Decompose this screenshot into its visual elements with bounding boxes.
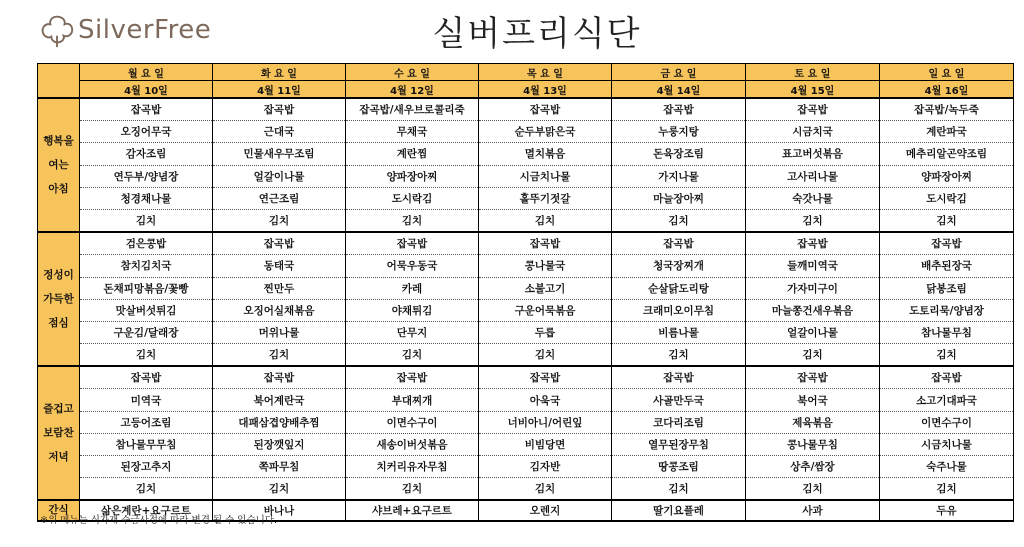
menu-cell: 김치 xyxy=(746,344,880,367)
meal-label xyxy=(38,98,80,232)
menu-cell: 잡곡밥 xyxy=(612,98,746,121)
page-title: 실버프리식단 xyxy=(432,14,642,54)
menu-cell: 얼갈이나물 xyxy=(213,165,346,187)
table-row xyxy=(38,255,1014,277)
menu-cell: 오징어무국 xyxy=(80,121,213,143)
menu-cell: 얼갈이나물 xyxy=(746,321,880,343)
menu-cell: 김치 xyxy=(346,344,479,367)
table-row xyxy=(38,98,1014,121)
menu-cell: 검은콩밥 xyxy=(80,232,213,255)
menu-cell: 김치 xyxy=(612,344,746,367)
menu-cell: 김치 xyxy=(612,478,746,501)
snack-cell: 삶은계란+요구르트 xyxy=(80,500,213,521)
menu-cell: 김치 xyxy=(346,209,479,232)
table-row xyxy=(38,165,1014,187)
menu-cell: 표고버섯볶음 xyxy=(746,143,880,165)
day-header: 화 요 일 xyxy=(213,64,346,81)
logo-text: SilverFree xyxy=(78,15,212,45)
menu-cell: 잡곡밥 xyxy=(346,232,479,255)
menu-cell: 김치 xyxy=(213,344,346,367)
menu-cell: 돈채피망볶음/꽃빵 xyxy=(80,277,213,299)
menu-cell: 닭봉조림 xyxy=(880,277,1014,299)
menu-cell: 근대국 xyxy=(213,121,346,143)
meal-table xyxy=(37,63,1014,522)
menu-cell: 잡곡밥/녹두죽 xyxy=(880,98,1014,121)
menu-cell: 잡곡밥 xyxy=(880,366,1014,389)
menu-cell: 된장고추지 xyxy=(80,456,213,478)
table-row xyxy=(38,299,1014,321)
menu-cell: 청국장찌개 xyxy=(612,255,746,277)
menu-cell: 코다리조림 xyxy=(612,411,746,433)
meal-label-line: 정성이 xyxy=(43,269,74,282)
menu-cell: 숙갓나물 xyxy=(746,187,880,209)
table-row xyxy=(38,366,1014,389)
menu-cell: 시금치나물 xyxy=(479,165,612,187)
menu-cell: 잡곡밥 xyxy=(746,98,880,121)
menu-cell: 김치 xyxy=(346,478,479,501)
menu-cell: 사골만두국 xyxy=(612,389,746,411)
menu-cell: 동태국 xyxy=(213,255,346,277)
meal-label-line: 여는 xyxy=(48,159,69,172)
menu-cell: 새송이버섯볶음 xyxy=(346,433,479,455)
menu-cell: 잡곡밥/새우브로콜리죽 xyxy=(346,98,479,121)
menu-cell: 대패삼겹양배추찜 xyxy=(213,411,346,433)
menu-cell: 크래미오이무침 xyxy=(612,299,746,321)
menu-cell: 카레 xyxy=(346,277,479,299)
table-row xyxy=(38,478,1014,501)
snack-cell: 바나나 xyxy=(213,500,346,521)
menu-cell: 참나물무침 xyxy=(880,321,1014,343)
table-row xyxy=(38,277,1014,299)
menu-cell: 민물새우무조림 xyxy=(213,143,346,165)
menu-cell: 야채튀김 xyxy=(346,299,479,321)
menu-cell: 청경채나물 xyxy=(80,187,213,209)
menu-cell: 김치 xyxy=(80,209,213,232)
meal-label-line: 아침 xyxy=(48,183,69,196)
menu-cell: 김치 xyxy=(746,209,880,232)
menu-cell: 누룽지탕 xyxy=(612,121,746,143)
menu-cell: 콩나물무침 xyxy=(746,433,880,455)
snack-cell: 두유 xyxy=(880,500,1014,521)
menu-cell: 도시락김 xyxy=(880,187,1014,209)
table-row xyxy=(38,411,1014,433)
table-row xyxy=(38,456,1014,478)
day-header: 일 요 일 xyxy=(880,64,1014,81)
menu-cell: 배추된장국 xyxy=(880,255,1014,277)
menu-cell: 잡곡밥 xyxy=(612,366,746,389)
menu-cell: 부대찌개 xyxy=(346,389,479,411)
menu-cell: 마늘장아찌 xyxy=(612,187,746,209)
menu-cell: 양파장아찌 xyxy=(346,165,479,187)
menu-cell: 들깨미역국 xyxy=(746,255,880,277)
menu-cell: 된장깻잎지 xyxy=(213,433,346,455)
menu-cell: 가자미구이 xyxy=(746,277,880,299)
menu-cell: 북어계란국 xyxy=(213,389,346,411)
menu-cell: 김치 xyxy=(612,209,746,232)
menu-cell: 양파장아찌 xyxy=(880,165,1014,187)
meal-label-line: 점심 xyxy=(48,317,69,330)
menu-cell: 두릅 xyxy=(479,321,612,343)
menu-cell: 가지나물 xyxy=(612,165,746,187)
menu-cell: 오징어실채볶음 xyxy=(213,299,346,321)
menu-cell: 김치 xyxy=(479,478,612,501)
menu-cell: 순두부맑은국 xyxy=(479,121,612,143)
menu-cell: 구운어묵볶음 xyxy=(479,299,612,321)
menu-cell: 김치 xyxy=(80,478,213,501)
menu-cell: 찐만두 xyxy=(213,277,346,299)
menu-cell: 순살닭도리탕 xyxy=(612,277,746,299)
menu-cell: 도시락김 xyxy=(346,187,479,209)
date-header: 4월 11일 xyxy=(213,81,346,99)
menu-cell: 머위나물 xyxy=(213,321,346,343)
menu-cell: 어묵우동국 xyxy=(346,255,479,277)
table-row xyxy=(38,433,1014,455)
menu-cell: 맛살버섯튀김 xyxy=(80,299,213,321)
menu-cell: 감자조림 xyxy=(80,143,213,165)
table-row xyxy=(38,389,1014,411)
day-header: 월 요 일 xyxy=(80,64,213,81)
menu-cell: 잡곡밥 xyxy=(80,366,213,389)
menu-cell: 북어국 xyxy=(746,389,880,411)
menu-cell: 아욱국 xyxy=(479,389,612,411)
menu-cell: 계란찜 xyxy=(346,143,479,165)
snack-cell: 오렌지 xyxy=(479,500,612,521)
menu-cell: 시금치나물 xyxy=(880,433,1014,455)
menu-cell: 너비아니/어린잎 xyxy=(479,411,612,433)
menu-cell: 고등어조림 xyxy=(80,411,213,433)
menu-cell: 김치 xyxy=(213,478,346,501)
menu-cell: 잡곡밥 xyxy=(612,232,746,255)
snack-label: 간식 xyxy=(38,500,80,521)
menu-cell: 돈육장조림 xyxy=(612,143,746,165)
table-row xyxy=(38,321,1014,343)
meal-label-line: 행복을 xyxy=(43,135,74,148)
menu-cell: 김치 xyxy=(746,478,880,501)
menu-cell: 상추/쌈장 xyxy=(746,456,880,478)
meal-label-line: 저녁 xyxy=(48,451,69,464)
menu-cell: 소불고기 xyxy=(479,277,612,299)
menu-cell: 잡곡밥 xyxy=(346,366,479,389)
menu-cell: 무채국 xyxy=(346,121,479,143)
snack-cell: 사과 xyxy=(746,500,880,521)
menu-cell: 김자반 xyxy=(479,456,612,478)
menu-cell: 잡곡밥 xyxy=(880,232,1014,255)
meal-label-line: 보람찬 xyxy=(43,427,74,440)
menu-cell: 연두부/양념장 xyxy=(80,165,213,187)
menu-cell: 비름나물 xyxy=(612,321,746,343)
day-header: 수 요 일 xyxy=(346,64,479,81)
menu-cell: 단무지 xyxy=(346,321,479,343)
menu-cell: 시금치국 xyxy=(746,121,880,143)
menu-cell: 이면수구이 xyxy=(346,411,479,433)
menu-cell: 메추리알곤약조림 xyxy=(880,143,1014,165)
menu-cell: 잡곡밥 xyxy=(80,98,213,121)
menu-cell: 콩나물국 xyxy=(479,255,612,277)
meal-label-line: 즐겁고 xyxy=(43,403,74,416)
menu-cell: 열무된장무침 xyxy=(612,433,746,455)
table-row xyxy=(38,143,1014,165)
menu-cell: 김치 xyxy=(880,344,1014,367)
menu-cell: 제육볶음 xyxy=(746,411,880,433)
footnote: ※위 메뉴는 식자재 수급사정에 따라 변경 될 수 있습니다. xyxy=(40,515,278,526)
date-header: 4월 14일 xyxy=(612,81,746,99)
menu-cell: 잡곡밥 xyxy=(213,232,346,255)
table-row xyxy=(38,232,1014,255)
menu-cell: 땅콩조림 xyxy=(612,456,746,478)
snack-cell: 샤브레+요구르트 xyxy=(346,500,479,521)
menu-cell: 잡곡밥 xyxy=(746,232,880,255)
date-header: 4월 13일 xyxy=(479,81,612,99)
date-header: 4월 16일 xyxy=(880,81,1014,99)
menu-cell: 김치 xyxy=(479,344,612,367)
meal-label xyxy=(38,232,80,366)
menu-cell: 쪽파무침 xyxy=(213,456,346,478)
menu-cell: 숙주나물 xyxy=(880,456,1014,478)
menu-cell: 잡곡밥 xyxy=(213,366,346,389)
menu-cell: 잡곡밥 xyxy=(479,232,612,255)
day-header: 목 요 일 xyxy=(479,64,612,81)
menu-cell: 도토리묵/양념장 xyxy=(880,299,1014,321)
table-row xyxy=(38,344,1014,367)
menu-cell: 참치김치국 xyxy=(80,255,213,277)
menu-cell: 멸치볶음 xyxy=(479,143,612,165)
date-header: 4월 10일 xyxy=(80,81,213,99)
menu-cell: 잡곡밥 xyxy=(479,98,612,121)
menu-cell: 잡곡밥 xyxy=(746,366,880,389)
menu-cell: 홀뚜기젓갈 xyxy=(479,187,612,209)
menu-cell: 마늘쫑건새우볶음 xyxy=(746,299,880,321)
menu-cell: 김치 xyxy=(880,209,1014,232)
meal-label xyxy=(38,366,80,500)
menu-cell: 연근조림 xyxy=(213,187,346,209)
menu-cell: 김치 xyxy=(80,344,213,367)
menu-cell: 참나물무무침 xyxy=(80,433,213,455)
table-row xyxy=(38,209,1014,232)
meal-label-line: 가득한 xyxy=(43,293,74,306)
day-header: 금 요 일 xyxy=(612,64,746,81)
menu-cell: 비빔당면 xyxy=(479,433,612,455)
table-row xyxy=(38,121,1014,143)
menu-cell: 소고기대파국 xyxy=(880,389,1014,411)
menu-cell: 김치 xyxy=(880,478,1014,501)
date-header: 4월 12일 xyxy=(346,81,479,99)
table-row xyxy=(38,187,1014,209)
menu-cell: 잡곡밥 xyxy=(479,366,612,389)
menu-cell: 구운김/달래장 xyxy=(80,321,213,343)
menu-cell: 김치 xyxy=(479,209,612,232)
menu-cell: 계란파국 xyxy=(880,121,1014,143)
day-header: 토 요 일 xyxy=(746,64,880,81)
menu-cell: 치커리유자무침 xyxy=(346,456,479,478)
menu-cell: 고사리나물 xyxy=(746,165,880,187)
date-header: 4월 15일 xyxy=(746,81,880,99)
menu-cell: 미역국 xyxy=(80,389,213,411)
menu-cell: 김치 xyxy=(213,209,346,232)
snack-cell: 딸기요플레 xyxy=(612,500,746,521)
menu-cell: 잡곡밥 xyxy=(213,98,346,121)
menu-cell: 이면수구이 xyxy=(880,411,1014,433)
corner-cell xyxy=(38,64,80,99)
